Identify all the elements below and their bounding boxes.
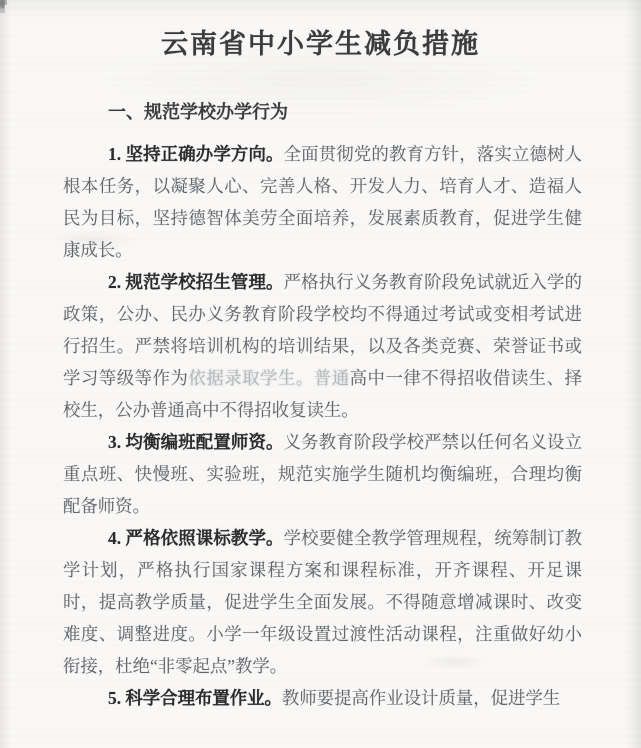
paragraph-5-text: 教师要提高作业设计质量，促进学生 (281, 688, 561, 708)
paragraph-3-text: 义务教育阶段学校严禁以任何名义设立重点班、快慢班、实验班，规范实施学生随机均衡编班，合理均衡配备师资。 (63, 432, 582, 516)
scan-artifact-speck (0, 0, 4, 7)
page-title: 云南省中小学生减负措施 (161, 29, 480, 59)
section-heading: 一、规范学校办学行为 (108, 102, 288, 122)
paragraph-3 (63, 426, 582, 522)
paragraph-2-text: 严格执行义务教育阶段免试就近入学的政策，公办、民办义务教育阶段学校均不得通过考试或变相考试进行招生。严禁将培训机构的培训结果，以及各类竞赛、荣誉证书或学习等级等作为 (63, 272, 582, 388)
paragraph-1-text: 全面贯彻党的教育方针，落实立德树人根本任务，以凝聚人心、完善人格、开发人力、培育人才、造福人民为目标，坚持德智体美劳全面培养，发展素质教育，促进学生健康成长。 (63, 144, 582, 260)
paragraph-4 (63, 522, 582, 682)
paragraph-1-lead: 1. 坚持正确办学方向。 (108, 144, 284, 164)
document-body (63, 138, 582, 714)
paragraph-2-lead: 2. 规范学校招生管理。 (108, 272, 284, 292)
paragraph-2 (63, 266, 582, 426)
paragraph-3-lead: 3. 均衡编班配置师资。 (108, 432, 284, 452)
paragraph-1 (63, 138, 582, 266)
paragraph-5 (63, 682, 582, 714)
paragraph-2-faded-text: 依据录取学生。普通 (188, 368, 350, 388)
paragraph-5-lead: 5. 科学合理布置作业。 (108, 688, 282, 708)
paragraph-4-text: 学校要健全教学管理规程，统筹制订教学计划，严格执行国家课程方案和课程标准，开齐课程、开足课时，提高教学质量，促进学生全面发展。不得随意增减课时、改变难度、调整进度。小学一年级设置过渡性活动课程，注重做好幼小衔接，杜绝“非零起点”教学。 (63, 528, 582, 676)
paragraph-4-lead: 4. 严格依照课标教学。 (108, 528, 284, 548)
paragraph-2-text-after: 高中一律不得招收借读生、择校生，公办普通高中不得招收复读生。 (63, 368, 582, 420)
